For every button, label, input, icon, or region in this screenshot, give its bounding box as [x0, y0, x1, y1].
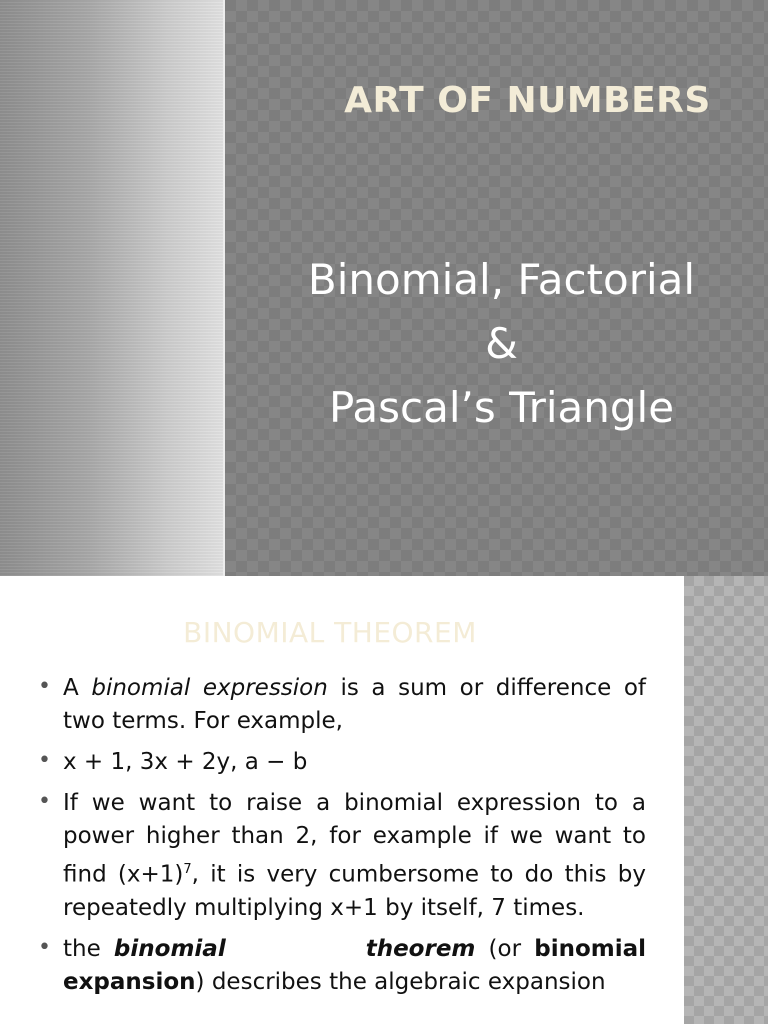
left-gradient-panel: [0, 0, 223, 576]
bullet-list: [38, 672, 646, 1007]
bullet-item: • A binomial expression is a sum or difference of two terms. For example,: [38, 672, 646, 738]
right-pattern-strip: [684, 576, 768, 1024]
section-title: BINOMIAL THEOREM: [183, 616, 477, 649]
slide-title: ART OF NUMBERS: [344, 80, 711, 121]
bullet-item: • x + 1, 3x + 2y, a − b: [38, 746, 646, 779]
subtitle-line-1: Binomial, Factorial: [307, 255, 696, 304]
slide-subtitle: [225, 248, 768, 440]
exponent: 7: [183, 862, 192, 877]
subtitle-line-2: &: [485, 319, 518, 368]
subtitle-line-3: Pascal’s Triangle: [328, 383, 675, 432]
bullet-item: • If we want to raise a binomial expression to a power higher than 2, for example if we want to find $(x+1)^7$, it is very cumbersome to do this by repeatedly multiplying x+1 by itself, 7 times.: [38, 787, 646, 925]
binomial-expression-term: binomial expression: [91, 675, 328, 701]
content-slide: [0, 576, 768, 1024]
bullet-item: • the binomial theorem (or binomial expansion) describes the algebraic expansion: [38, 933, 646, 999]
